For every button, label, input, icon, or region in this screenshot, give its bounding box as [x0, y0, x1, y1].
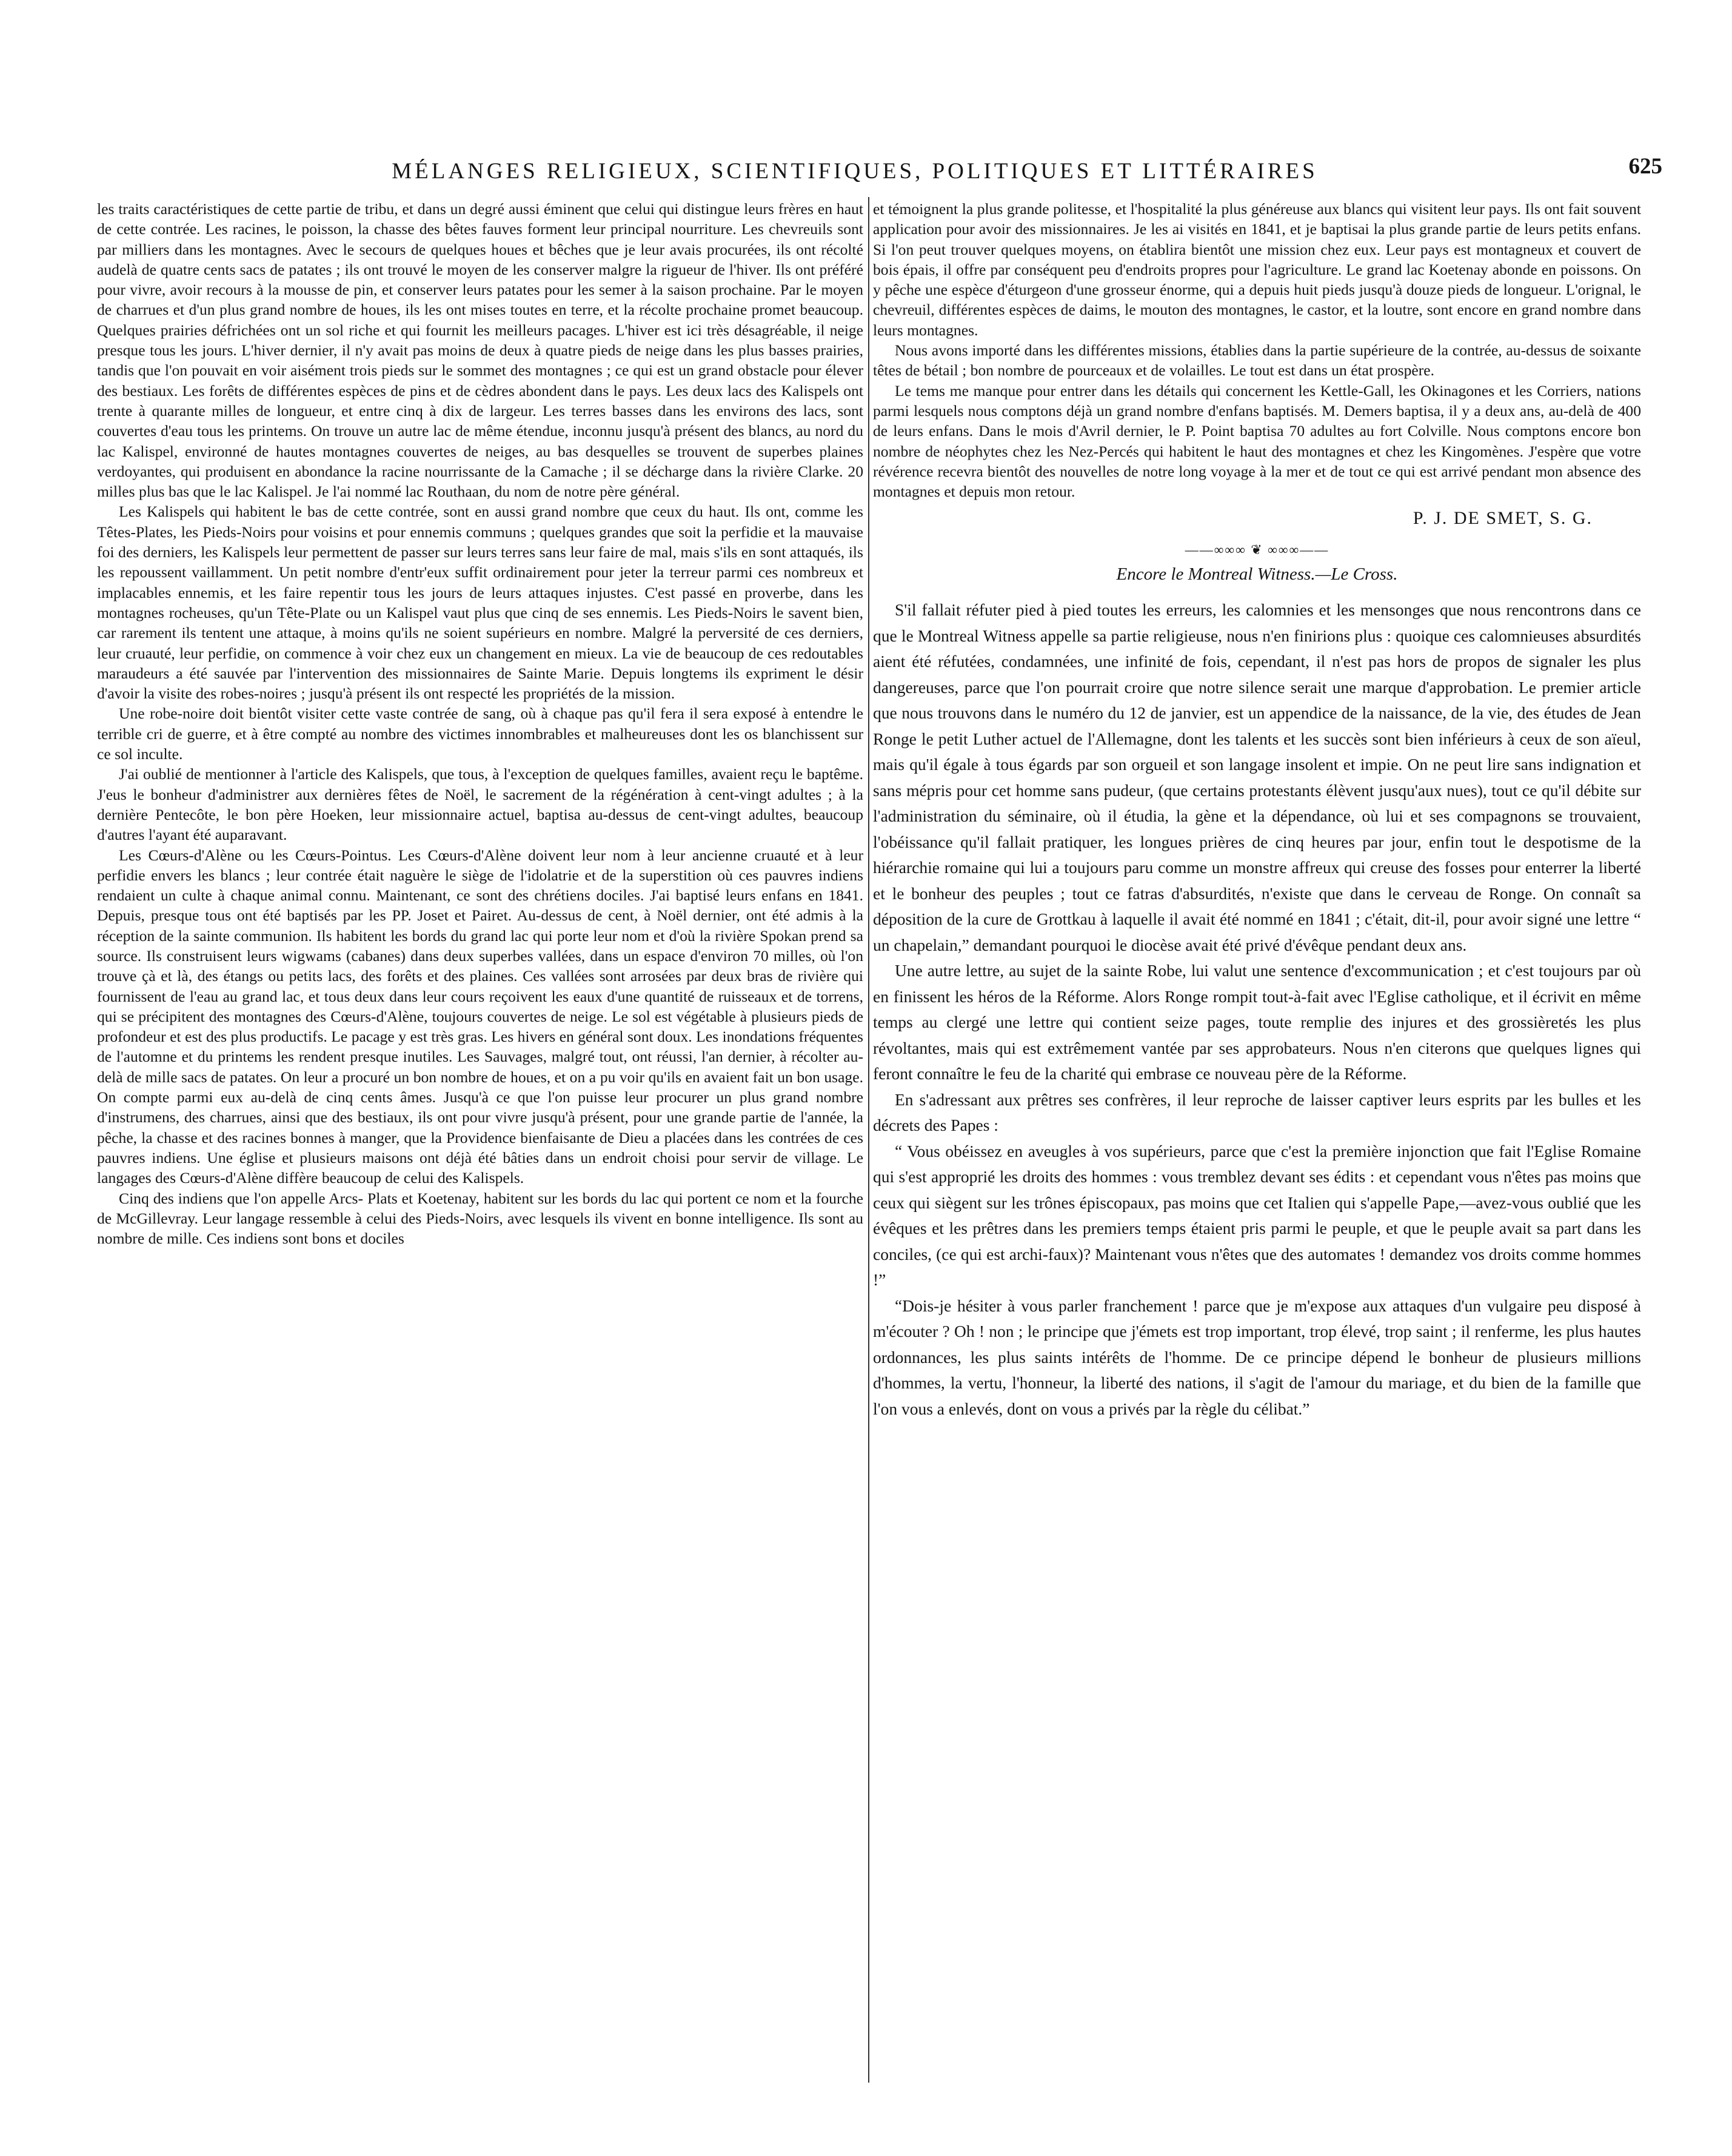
right-column: [873, 199, 1641, 1422]
left-column: [97, 199, 863, 1248]
paragraph: Nous avons importé dans les différentes missions, établies dans la partie supérieure de la contrée, au-dessus de soixante têtes de bétail ; bon nombre de pourceaux et de volailles. Le tout est dans un état prospère.: [873, 341, 1641, 380]
ornament-divider: ——∞∞∞ ❦ ∞∞∞——: [1185, 542, 1329, 558]
paragraph: Les Kalispels qui habitent le bas de cette contrée, sont en aussi grand nombre que ceux du haut. Ils ont, comme les Têtes-Plates, les Pieds-Noirs pour voisins et pour ennemis communs ; quelques grandes que soit la perfidie et la mauvaise foi des derniers, les Kalispels leur permettent de passer sur leurs terres sans leur faire de mal, mais s'ils en sont attaqués, ils les repoussent vaillamment. Un petit nombre d'entr'eux suffit ordinairement pour jeter la terreur parmi ces nombreux et implacables ennemis, et les faire repentir tous les jours de leurs attaques injustes. C'est passé en proverbe, dans les montagnes rocheuses, qu'un Tête-Plate ou un Kalispel vaut plus que cinq de ses ennemis. Les Pieds-Noirs le savent bien, car rarement ils tentent une attaque, à moins qu'ils ne soient supérieurs en nombre. Malgré la perversité de ces derniers, leur cruauté, leur perfidie, on commence à voir chez eux un changement en mieux. La vie de beaucoup de ces redoutables maraudeurs a été sauvée par l'intervention des missionnaires de Sainte Marie. Depuis longtems ils expriment le désir d'avoir la visite des robes-noires ; jusqu'à présent ils ont respecté les propriétés de la mission.: [97, 503, 863, 703]
quoted-paragraph: “ Vous obéissez en aveugles à vos supérieurs, parce que c'est la première injonction que fait l'Eglise Romaine qui s'est approprié les droits des hommes : vous tremblez devant ses édits : et cependant vous n'êtes pas moins que ceux qui siègent sur les trônes épiscopaux, pas moins que cet Italien qui s'appelle Pape,—avez-vous oublié que les évêques et les prêtres dans les premiers temps étaient pris parmi le peuple, et que le peuple avait sa part dans les conciles, (ce qui est archi-faux)? Maintenant vous n'êtes que des automates ! demandez vos droits comme hommes !”: [873, 1141, 1641, 1290]
paragraph: J'ai oublié de mentionner à l'article des Kalispels, que tous, à l'exception de quelques familles, avaient reçu le baptême. J'eus le bonheur d'administrer aux dernières fêtes de Noël, le sacrement de la régénération à cent-vingt adultes ; à la dernière Pentecôte, le bon père Hoeken, leur missionnaire actuel, baptisa au-dessus de cent-vingt adultes, beaucoup d'autres l'ayant été auparavant.: [97, 765, 863, 844]
paragraph: Les Cœurs-d'Alène ou les Cœurs-Pointus. Les Cœurs-d'Alène doivent leur nom à leur ancienne cruauté et à leur perfidie envers les blancs ; leur contrée était naguère le siège de l'idolatrie et de la superstition où ces pauvres indiens rendaient un culte à chaque animal connu. Maintenant, ce sont des chrétiens dociles. J'ai baptisé leurs enfans en 1841. Depuis, presque tous ont été baptisés par les PP. Joset et Pairet. Au-dessus de cent, à Noël dernier, ont été admis à la réception de la sainte communion. Ils habitent les bords du grand lac qui porte leur nom et d'où la rivière Spokan prend sa source. Ils construisent leurs wigwams (cabanes) dans deux superbes vallées, dans un espace d'environ 70 milles, où l'on trouve çà et là, des étangs ou petits lacs, des forêts et des plaines. Ces vallées sont arrosées par deux bras de rivière qui fournissent de l'eau au grand lac, et tous deux dans leur cours reçoivent les eaux d'une quantité de ruisseaux et de torrens, qui se précipitent des montagnes des Cœurs-d'Alène, toujours couvertes de neige. Le sol est végétable à plusieurs pieds de profondeur et est des plus productifs. Le pacage y est très gras. Les hivers en général sont doux. Les inondations fréquentes de l'automne et du printems les rendent presque inutiles. Les Sauvages, malgré tout, ont réussi, l'an dernier, à récolter au-delà de mille sacs de patates. On leur a procuré un bon nombre de houes, et on a pu voir qu'ils en avaient fait un bon usage. On compte parmi eux au-delà de cinq cents âmes. Jusqu'à ce que l'on puisse leur procurer un plus grand nombre d'instrumens, des charrues, ainsi que des bestiaux, ils ont pour vivre jusqu'à présent, pour une grande partie de l'année, la pêche, la chasse et des racines bonnes à manger, que la Providence bienfaisante de Dieu a placées dans les contrées de ces pauvres indiens. Une église et plusieurs maisons ont déjà été bâties dans un endroit choisi pour servir de village. Le langages des Cœurs-d'Alène diffère beaucoup de celui des Kalispels.: [97, 846, 863, 1187]
paragraph: Une autre lettre, au sujet de la sainte Robe, lui valut une sentence d'excommunication ; et c'est toujours par où en finissent les héros de la Réforme. Alors Ronge rompit tout-à-fait avec l'Eglise catholique, et il écrivit en même temps au clergé une lettre qui contient seize pages, toute remplie des injures et des grossièretés les plus révoltantes, mais qui est extrêmement vantée par ses approbateurs. Nous n'en citerons que quelques lignes qui feront connaître le feu de la charité qui embrase ce nouveau père de la Réforme.: [873, 961, 1641, 1083]
paragraph: S'il fallait réfuter pied à pied toutes les erreurs, les calomnies et les mensonges que nous rencontrons dans ce que le Montreal Witness appelle sa partie religieuse, nous n'en finirions plus : quoique ces calomnieuses absurdités aient été réfutées, condamnées, une infinité de fois, cependant, il n'est pas hors de propos de signaler les plus dangereuses, parce que l'on pourrait croire que notre silence serait une marque d'approbation. Le premier article que nous trouvons dans le numéro du 12 de janvier, est un appendice de la naissance, de la vie, des études de Jean Ronge le petit Luther actuel de l'Allemagne, dont les talents et les succès sont bien inférieurs à ceux de son aïeul, mais qu'il égale à tous égards par son orgueil et son langage insolent et impie. On ne peut lire sans indignation et sans mépris pour cet homme sans pudeur, (que certains protestants élèvent jusqu'aux nues), tout ce qu'il débite sur l'administration du séminaire, où il étudia, la gène et la dépendance, où lui et ses compagnons se trouvaient, l'obéissance qu'il fallait pratiquer, les longues prières de cinq heures par jour, enfin tout le despotisme de la hiérarchie romaine qui lui a toujours paru comme un monstre affreux qui creuse des fosses pour enterrer la liberté et le bonheur des peuples ; tout ce fatras d'absurdités, n'existe que dans le cerveau de Ronge. On connaît sa déposition de la cure de Grottkau à laquelle il avait été nommé en 1841 ; c'était, dit-il, pour avoir signé une lettre “ un chapelain,” demandant pourquoi le diocèse avait été privé d'évêque pendant deux ans.: [873, 600, 1641, 954]
paragraph: Le tems me manque pour entrer dans les détails qui concernent les Kettle-Gall, les Okinagones et les Corriers, nations parmi lesquels nous comptons déjà un grand nombre d'enfans baptisés. M. Demers baptisa, il y a deux ans, au-delà de 400 de leurs enfans. Dans le mois d'Avril dernier, le P. Point baptisa 70 adultes au fort Colville. Nous comptons encore bon nombre de néophytes chez les Nez-Percés qui habitent le haut des montagnes et chez les Kingomènes. J'espère que votre révérence recevra bientôt des nouvelles de notre long voyage à la mer et de tout ce qui est arrivé pendant mon absence des montagnes et depuis mon retour.: [873, 381, 1641, 501]
paragraph: les traits caractéristiques de cette partie de tribu, et dans un degré aussi éminent que celui qui distingue leurs frères en haut de cette contrée. Les racines, le poisson, la chasse des bêtes fauves forment leur principal nourriture. Les chevreuils sont par milliers dans les montagnes. Avec le secours de quelques houes et bêches que je leur avais procurées, ils ont récolté audelà de quatre cents sacs de patates ; ils ont trouvé le moyen de les conserver malgre la rigueur de l'hiver. Ils ont préféré pour vivre, avoir recours à la mousse de pin, et conserver leurs patates pour les semer à la saison prochaine. Par le moyen de charrues et d'un plus grand nombre de houes, ils les ont mises toutes en terre, et la récolte prochaine promet beaucoup. Quelques prairies défrichées ont un sol riche et qui fournit les meilleurs pacages. L'hiver est ici très désagréable, il neige presque tous les jours. L'hiver dernier, il n'y avait pas moins de deux à quatre pieds de neige dans les plus basses prairies, tandis que l'on pouvait en voir aisément trois pieds sur le sommet des montagnes ; ce qui est un grand obstacle pour élever des bestiaux. Les forêts de différentes espèces de pins et de cèdres abondent dans le pays. Les deux lacs des Kalispels ont trente à quarante milles de longueur, et entre cinq à dix de largeur. Les terres basses dans les environs des lacs, sont couvertes d'eau tous les printems. On trouve un autre lac de même étendue, inconnu jusqu'à présent des blancs, au nord du lac Kalispel, environné de hautes montagnes couvertes de neiges, au bas desquelles se trouvent de superbes plaines verdoyantes, qui produisent en abondance la racine nourrissante de la Camache ; il se décharge dans la rivière Clarke. 20 milles plus bas que le lac Kalispel. Je l'ai nommé lac Routhaan, du nom de notre père général.: [97, 200, 863, 501]
paragraph: Cinq des indiens que l'on appelle Arcs- Plats et Koetenay, habitent sur les bords du lac qui portent ce nom et la fourche de McGillevray. Leur langage ressemble à celui des Pieds-Noirs, avec lesquels ils vivent en bonne intelligence. Ils sont au nombre de mille. Ces indiens sont bons et dociles: [97, 1189, 863, 1248]
signature: P. J. DE SMET, S. G.: [1413, 508, 1593, 529]
article-subtitle: Encore le Montreal Witness.—Le Cross.: [1116, 564, 1398, 584]
page-header: MÉLANGES RELIGIEUX, SCIENTIFIQUES, POLITIQUES ET LITTÉRAIRES: [392, 159, 1318, 184]
paragraph: En s'adressant aux prêtres ses confrères, il leur reproche de laisser captiver leurs esprits par les bulles et les décrets des Papes :: [873, 1090, 1641, 1135]
quoted-paragraph: “Dois-je hésiter à vous parler franchement ! parce que je m'expose aux attaques d'un vulgaire peu disposé à m'écouter ? Oh ! non ; le principe que j'émets est trop important, trop élevé, trop saint ; il renferme, les plus hautes ordonnances, les plus saints intérêts de l'homme. De ce principe dépend le bonheur de plusieurs millions d'hommes, la vertu, l'honneur, la liberté des nations, il s'agit de l'amour du mariage, et du bien de la famille que l'on vous a enlevés, dont on vous a privés par la règle du célibat.”: [873, 1296, 1641, 1418]
column-rule: [868, 197, 869, 2083]
paragraph: et témoignent la plus grande politesse, et l'hospitalité la plus généreuse aux blancs qui visitent leur pays. Ils ont fait souvent application pour avoir des missionnaires. Je les ai visités en 1841, et je baptisai la plus grande partie de leurs petits enfans. Si l'on peut trouver quelques moyens, on établira bientôt une mission chez eux. Leur pays est montagneux et couvert de bois épais, il offre par conséquent peu d'endroits propres pour l'agriculture. Le grand lac Koetenay abonde en poissons. On y pêche une espèce d'éturgeon d'une grosseur énorme, qui a depuis huit pieds jusqu'à douze pieds de longueur. L'orignal, le chevreuil, différentes espèces de daims, le mouton des montagnes, le castor, et la loutre, sont encore en grand nombre dans leurs montagnes.: [873, 200, 1641, 339]
page-number: 625: [1628, 154, 1662, 179]
paragraph: Une robe-noire doit bientôt visiter cette vaste contrée de sang, où à chaque pas qu'il fera il sera exposé à entendre le terrible cri de guerre, et à être compté au nombre des victimes innombrables et malheureuses dont les os blanchissent sur ce sol inculte.: [97, 705, 863, 763]
